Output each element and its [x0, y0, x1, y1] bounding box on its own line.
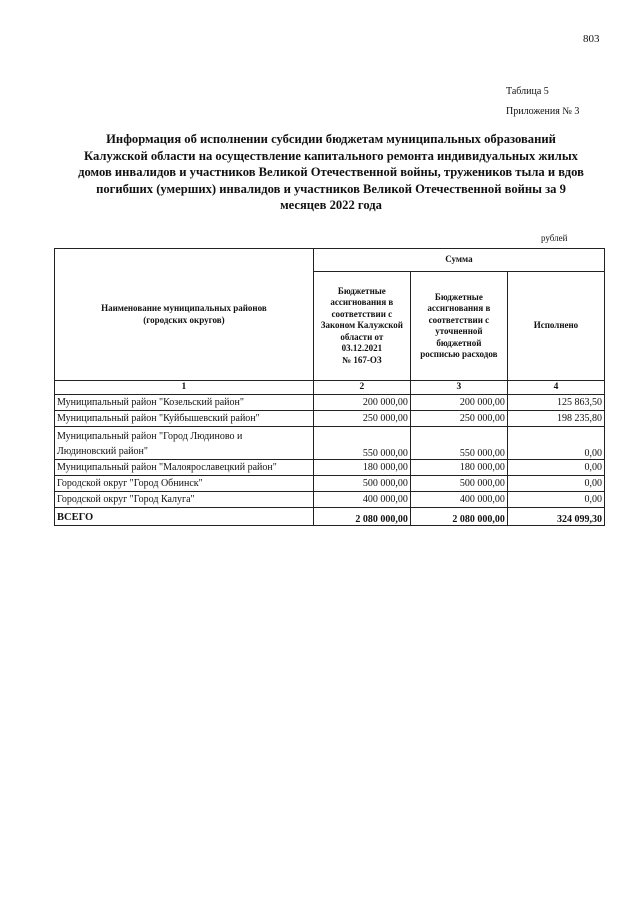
budget-law-value: 550 000,00	[313, 427, 410, 460]
header-name-line: Наименование муниципальных районов	[101, 303, 267, 313]
header-line: Бюджетные	[434, 291, 483, 302]
total-label: ВСЕГО	[55, 508, 314, 526]
table-row	[55, 476, 605, 492]
table-row	[55, 395, 605, 411]
budget-law-value: 250 000,00	[313, 411, 410, 427]
page-number: 803	[583, 33, 600, 45]
column-number: 4	[507, 381, 604, 395]
header-line: ассигнования в	[330, 297, 394, 308]
header-line: росписью расходов	[420, 349, 498, 359]
header-executed: Исполнено	[507, 272, 604, 381]
header-row	[55, 249, 605, 272]
appendix-reference: Приложения № 3	[506, 106, 580, 117]
executed-value: 198 235,80	[507, 411, 604, 427]
table-row	[55, 492, 605, 508]
title-line: месяцев 2022 года	[280, 198, 382, 212]
table-row	[55, 427, 605, 460]
total-budget-law: 2 080 000,00	[313, 508, 410, 526]
budget-refined-value: 550 000,00	[410, 427, 507, 460]
budget-refined-value: 180 000,00	[410, 460, 507, 476]
district-name: Городской округ "Город Калуга"	[55, 492, 314, 508]
header-line: соответствии с	[428, 314, 490, 325]
column-numbers-row	[55, 381, 605, 395]
budget-refined-value: 250 000,00	[410, 411, 507, 427]
title-line: Информация об исполнении субсидии бюджетам муниципальных образований	[106, 132, 556, 146]
header-line: соответствии с	[331, 308, 393, 319]
document-title	[56, 131, 606, 214]
budget-refined-value: 500 000,00	[410, 476, 507, 492]
district-name: Городской округ "Город Обнинск"	[55, 476, 314, 492]
header-line: ассигнования в	[427, 303, 491, 313]
header-line: № 167-ОЗ	[342, 354, 382, 365]
budget-law-value: 180 000,00	[313, 460, 410, 476]
district-name-line: Муниципальный район "Город Людиново и	[57, 431, 243, 442]
executed-value: 0,00	[507, 427, 604, 460]
header-name	[55, 249, 314, 381]
total-row	[55, 508, 605, 526]
header-line: 03.12.2021	[341, 343, 383, 354]
column-number: 1	[55, 381, 314, 395]
header-line: области от	[340, 331, 384, 342]
header-line: Бюджетные	[337, 285, 386, 296]
total-budget-refined: 2 080 000,00	[410, 508, 507, 526]
report-table	[54, 248, 605, 526]
budget-law-value: 200 000,00	[313, 395, 410, 411]
table-row	[55, 460, 605, 476]
title-line: Калужской области на осуществление капитального ремонта индивидуальных жилых	[84, 148, 578, 163]
header-budget-law	[313, 272, 410, 381]
table-row	[55, 411, 605, 427]
header-budget-refined	[410, 272, 507, 381]
executed-value: 0,00	[507, 476, 604, 492]
table-reference: Таблица 5	[506, 86, 549, 97]
budget-refined-value: 200 000,00	[410, 395, 507, 411]
district-name-line: Людиновский район"	[57, 446, 148, 457]
title-line: домов инвалидов и участников Великой Отечественной войны, тружеников тыла и вдов	[78, 165, 584, 179]
budget-law-value: 400 000,00	[313, 492, 410, 508]
header-line: уточненной	[435, 326, 483, 336]
title-line: погибших (умерших) инвалидов и участников Великой Отечественной войны за 9	[96, 181, 566, 196]
district-name: Муниципальный район "Малоярославецкий район"	[55, 460, 314, 476]
district-name: Муниципальный район "Козельский район"	[55, 395, 314, 411]
header-sum: Сумма	[313, 249, 604, 272]
executed-value: 0,00	[507, 492, 604, 508]
district-name: Муниципальный район "Куйбышевский район"	[55, 411, 314, 427]
header-name-line: (городских округов)	[143, 314, 225, 325]
header-line: бюджетной	[436, 337, 482, 348]
column-number: 2	[313, 381, 410, 395]
header-line: Законом Калужской	[320, 320, 403, 331]
budget-refined-value: 400 000,00	[410, 492, 507, 508]
units-label: рублей	[541, 233, 568, 243]
district-name	[55, 427, 314, 460]
executed-value: 125 863,50	[507, 395, 604, 411]
executed-value: 0,00	[507, 460, 604, 476]
budget-law-value: 500 000,00	[313, 476, 410, 492]
column-number: 3	[410, 381, 507, 395]
total-executed: 324 099,30	[507, 508, 604, 526]
